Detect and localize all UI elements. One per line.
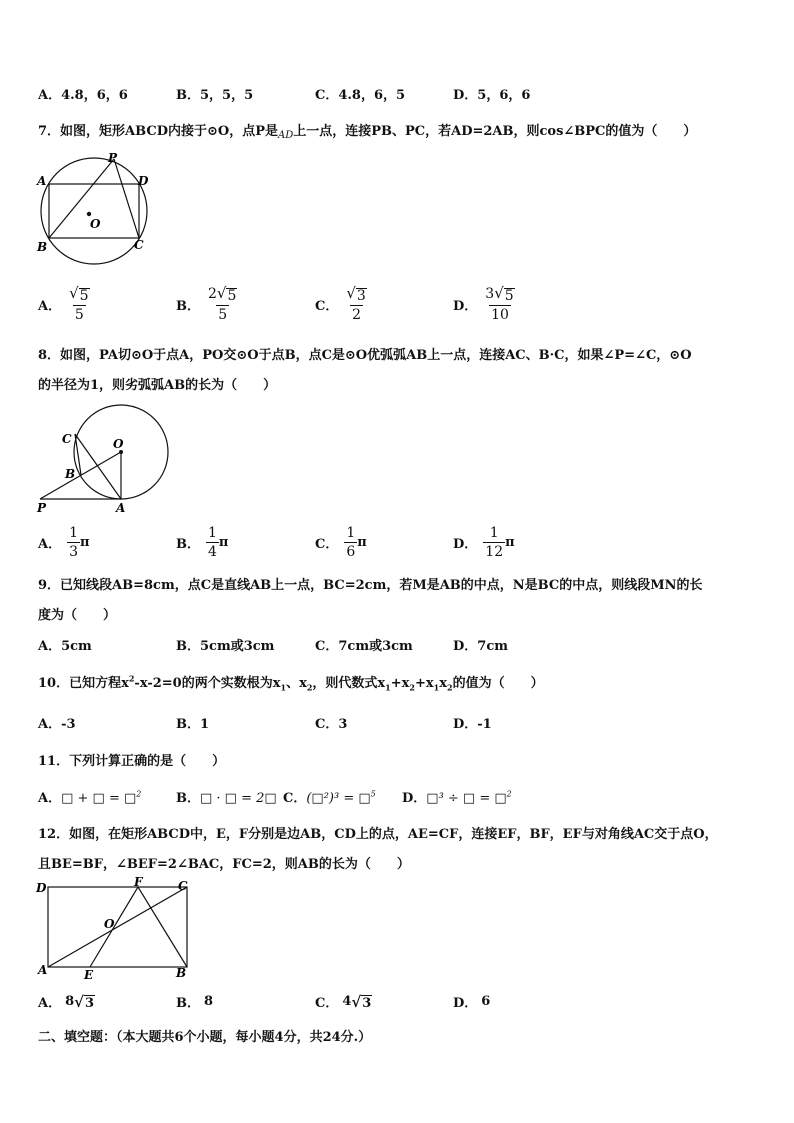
q9-option-b: B．5cm或3cm bbox=[176, 639, 275, 654]
q10-option-b: B．1 bbox=[176, 717, 210, 732]
q12-option-b: B． 8 bbox=[176, 994, 214, 1011]
q10-option-c: C．3 bbox=[315, 717, 348, 732]
q7-option-a: A． √ 5 5 bbox=[38, 284, 89, 323]
q7-option-d: D． 3 √ 5 10 bbox=[453, 284, 514, 323]
q8-label-b: B bbox=[65, 467, 76, 481]
q6-option-d: D．5，6，6 bbox=[453, 88, 531, 103]
q11-option-c: C．(□²)³ = □$^5$ bbox=[283, 789, 376, 806]
q12-figure bbox=[34, 876, 194, 984]
q7-option-b: B． 2 √ 5 5 bbox=[176, 284, 237, 323]
q8-option-a: A． $\frac{1}{3}$ π bbox=[38, 525, 90, 560]
q7-option-c: C． √ 3 2 bbox=[315, 284, 366, 323]
q9-stem-line1: 9．已知线段AB=8cm，点C是直线AB上一点，BC=2cm，若M是AB的中点，N是BC的中点，则线段MN的长 bbox=[38, 578, 703, 593]
q12-option-d: D． 6 bbox=[453, 994, 491, 1011]
q9-option-c: C．7cm或3cm bbox=[315, 639, 413, 654]
q10-stem: 10．已知方程$x^2-x-2=0$的两个实数根为$x_1$、$x_2$，则代数式$x_1+x_2+x_1x_2$的值为（ ） bbox=[38, 673, 544, 693]
q12-label-c: C bbox=[178, 879, 188, 893]
q11-option-a: A．□ + □ = □$^2$ bbox=[38, 789, 142, 806]
q12-label-d: D bbox=[36, 881, 47, 895]
q8-label-p: P bbox=[37, 501, 47, 514]
q8-figure bbox=[34, 402, 174, 514]
q12-option-c: C． 4 √ 3 bbox=[315, 992, 372, 1011]
q7-label-a: A bbox=[37, 174, 47, 188]
q9-option-a: A．5cm bbox=[38, 639, 92, 654]
q6-option-c: C．4.8，6，5 bbox=[315, 88, 406, 103]
q7-center-dot bbox=[87, 212, 91, 216]
q8-stem-line1: 8．如图，PA切⊙O于点A，PO交⊙O于点B，点C是⊙O优弧弧AB上一点，连接AC、B·C，如果∠P=∠C，⊙O bbox=[38, 348, 692, 363]
q6-option-a: A．4.8，6，6 bbox=[38, 88, 128, 103]
section2-title: 二、填空题：（本大题共6个小题，每小题4分，共24分.） bbox=[38, 1030, 372, 1045]
q8-line-cb bbox=[75, 434, 81, 475]
q8-option-d: D． $\frac{1}{12}$ π bbox=[453, 525, 515, 560]
q10-option-a: A．-3 bbox=[38, 717, 76, 732]
q8-stem-line2: 的半径为1，则劣弧弧AB的长为（ ） bbox=[38, 378, 277, 393]
q7-label-b: B bbox=[37, 240, 48, 254]
q7-line-pc bbox=[114, 159, 139, 238]
q7-label-d: D bbox=[138, 174, 149, 188]
q8-option-c: C． $\frac{1}{6}$ π bbox=[315, 525, 367, 560]
q8-label-c: C bbox=[62, 432, 72, 446]
q12-option-a: A． 8 √ 3 bbox=[38, 992, 95, 1011]
q9-option-d: D．7cm bbox=[453, 639, 508, 654]
q11-stem: 11．下列计算正确的是（ ） bbox=[38, 754, 226, 769]
q7-circle bbox=[41, 158, 147, 264]
q12-diagonal-ac bbox=[48, 887, 187, 967]
q12-label-a: A bbox=[38, 963, 48, 977]
q7-arc-label: AD bbox=[277, 130, 294, 141]
q10-option-d: D．-1 bbox=[453, 717, 492, 732]
q9-stem-line2: 度为（ ） bbox=[38, 608, 117, 623]
q8-line-po bbox=[40, 452, 121, 499]
q12-label-b: B bbox=[176, 966, 187, 980]
q12-label-e: E bbox=[84, 968, 94, 982]
q7-figure bbox=[34, 150, 154, 270]
q12-stem-line2: 且BE=BF，∠BEF=2∠BAC，FC=2，则AB的长为（ ） bbox=[38, 857, 410, 872]
q7-stem: 7．如图，矩形ABCD内接于⊙O，点P是AD上一点，连接PB、PC，若AD=2AB，则cos∠BPC的值为（ ） bbox=[38, 124, 697, 141]
q6-option-b: B．5，5，5 bbox=[176, 88, 254, 103]
q8-option-b: B． $\frac{1}{4}$ π bbox=[176, 525, 229, 560]
q7-label-c: C bbox=[134, 238, 144, 252]
q12-label-f: F bbox=[134, 876, 143, 889]
q8-label-o: O bbox=[113, 437, 124, 451]
q11-option-b: B．□ · □ = 2□ bbox=[176, 791, 277, 806]
q7-label-o: O bbox=[90, 217, 101, 231]
q8-label-a: A bbox=[116, 501, 126, 514]
q11-option-d: D．□³ ÷ □ = □$^2$ bbox=[402, 789, 512, 806]
q12-stem-line1: 12．如图，在矩形ABCD中，E，F分别是边AB，CD上的点，AE=CF，连接EF，BF，EF与对角线AC交于点O， bbox=[38, 827, 718, 842]
q12-line-bf bbox=[138, 887, 187, 967]
q7-label-p: P bbox=[108, 151, 118, 165]
q12-label-o: O bbox=[104, 917, 115, 931]
